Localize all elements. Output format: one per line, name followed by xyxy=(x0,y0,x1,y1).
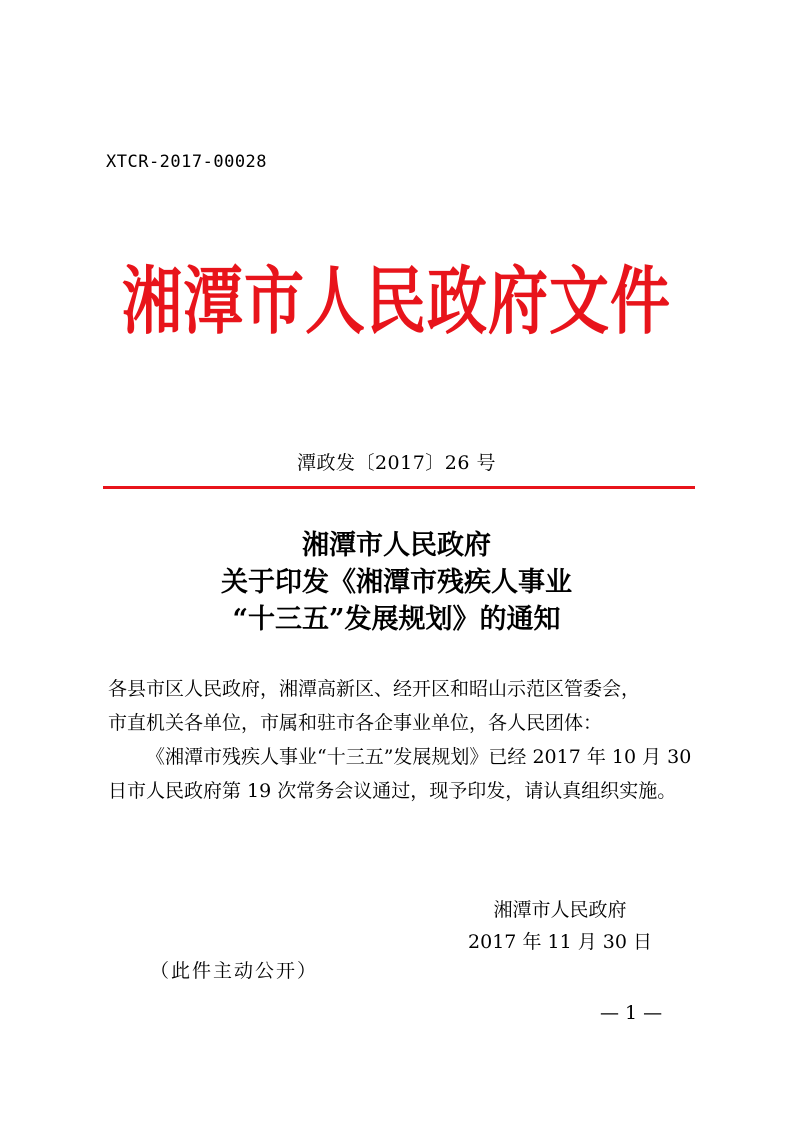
document-body xyxy=(108,672,698,808)
issue-date: 2017 年 11 月 30 日 xyxy=(468,931,652,953)
page-number: — 1 — xyxy=(600,1002,663,1024)
public-note: （此件主动公开） xyxy=(150,960,319,982)
title-line-2: 关于印发《湘潭市残疾人事业 xyxy=(221,567,572,598)
signature-block xyxy=(440,894,680,958)
red-divider xyxy=(103,486,695,489)
document-number: 潭政发〔2017〕26 号 xyxy=(296,452,497,474)
document-header: 湘潭市人民政府文件 xyxy=(122,259,671,345)
title-line-1: 湘潭市人民政府 xyxy=(302,530,491,561)
body-paragraph: 《湘潭市残疾人事业“十三五”发展规划》已经 2017 年 10 月 30 日市人民政府第 19 次常务会议通过，现予印发，请认真组织实施。 xyxy=(108,746,692,802)
document-code: XTCR-2017-00028 xyxy=(106,152,268,172)
title-line-3: “十三五”发展规划》的通知 xyxy=(232,604,561,635)
document-title xyxy=(0,527,793,638)
recipients-line-1: 各县市区人民政府，湘潭高新区、经开区和昭山示范区管委会， xyxy=(108,678,641,700)
issuer-name: 湘潭市人民政府 xyxy=(493,899,627,921)
recipients-line-2: 市直机关各单位，市属和驻市各企事业单位，各人民团体： xyxy=(108,712,603,734)
